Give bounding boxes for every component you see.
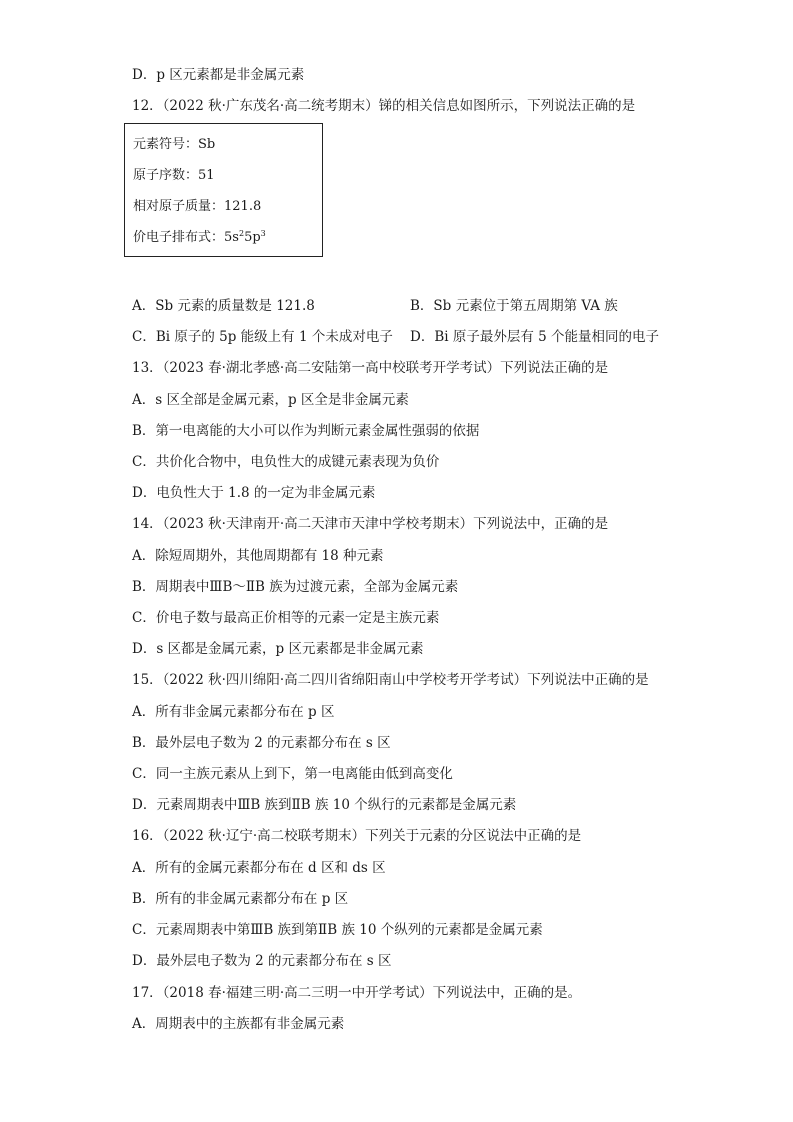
q14-option-b: B．周期表中ⅢB～ⅡB 族为过渡元素，全部为金属元素 — [132, 579, 459, 595]
q17-option-a: A．周期表中的主族都有非金属元素 — [132, 1016, 345, 1032]
atomic-mass-value: 121.8 — [224, 199, 262, 214]
symbol-label: 元素符号： — [133, 137, 199, 152]
q12-option-c: C．Bi 原子的 5p 能级上有 1 个未成对电子 — [132, 329, 393, 345]
atomic-mass-row — [133, 198, 261, 216]
question-14-stem: 14．（2023 秋·天津南开·高二天津市天津中学校考期末）下列说法中，正确的是 — [132, 516, 609, 532]
q15-option-a: A．所有非金属元素都分布在 p 区 — [132, 704, 335, 720]
valence-5p: 5p — [244, 230, 261, 245]
symbol-value: Sb — [198, 137, 216, 152]
q12-options-row-1 — [132, 297, 692, 315]
atomic-number-label: 原子序数： — [133, 168, 199, 183]
q15-option-d: D．元素周期表中ⅢB 族到ⅡB 族 10 个纵行的元素都是金属元素 — [132, 797, 517, 813]
question-15-stem: 15．（2022 秋·四川绵阳·高二四川省绵阳南山中学校考开学考试）下列说法中正确的是 — [132, 672, 649, 688]
valence-5s: 5s — [224, 230, 239, 245]
q14-option-c: C．价电子数与最高正价相等的元素一定是主族元素 — [132, 610, 440, 626]
valence-5s-exp: 2 — [238, 229, 245, 238]
question-13-stem: 13．（2023 春·湖北孝感·高二安陆第一高中校联考开学考试）下列说法正确的是 — [132, 360, 609, 376]
q16-option-a: A．所有的金属元素都分布在 d 区和 ds 区 — [132, 860, 386, 876]
q12-options-row-2 — [132, 328, 692, 346]
q13-option-b: B．第一电离能的大小可以作为判断元素金属性强弱的依据 — [132, 423, 480, 439]
q16-option-c: C．元素周期表中第ⅢB 族到第ⅡB 族 10 个纵列的元素都是金属元素 — [132, 922, 543, 938]
q14-option-d: D．s 区都是金属元素，p 区元素都是非金属元素 — [132, 641, 424, 657]
q16-option-d: D．最外层电子数为 2 的元素都分布在 s 区 — [132, 953, 392, 969]
q14-option-a: A．除短周期外，其他周期都有 18 种元素 — [132, 548, 384, 564]
q13-option-a: A．s 区全部是金属元素，p 区全是非金属元素 — [132, 392, 409, 408]
prev-question-option-d: D．p 区元素都是非金属元素 — [132, 67, 305, 83]
atomic-number-value: 51 — [198, 168, 215, 183]
atomic-mass-label: 相对原子质量： — [133, 199, 225, 214]
q15-option-c: C．同一主族元素从上到下，第一电离能由低到高变化 — [132, 766, 453, 782]
q15-option-b: B．最外层电子数为 2 的元素都分布在 s 区 — [132, 735, 391, 751]
symbol-row — [133, 136, 215, 154]
question-12-stem: 12．（2022 秋·广东茂名·高二统考期末）锑的相关信息如图所示，下列说法正确的是 — [132, 98, 636, 114]
q13-option-c: C．共价化合物中，电负性大的成键元素表现为负价 — [132, 454, 440, 470]
question-16-stem: 16．（2022 秋·辽宁·高二校联考期末）下列关于元素的分区说法中正确的是 — [132, 828, 582, 844]
question-17-stem: 17．（2018 春·福建三明·高二三明一中开学考试）下列说法中，正确的是。 — [132, 985, 582, 1001]
q12-option-b: B．Sb 元素位于第五周期第 VA 族 — [410, 298, 618, 314]
valence-config-row — [133, 229, 266, 247]
q12-option-d: D．Bi 原子最外层有 5 个能量相同的电子 — [410, 329, 660, 345]
q12-option-a: A．Sb 元素的质量数是 121.8 — [132, 298, 315, 314]
q13-option-d: D．电负性大于 1.8 的一定为非金属元素 — [132, 485, 376, 501]
valence-config-label: 价电子排布式： — [133, 230, 225, 245]
atomic-number-row — [133, 167, 215, 185]
element-info-box — [124, 123, 323, 257]
valence-5p-exp: 3 — [260, 229, 266, 238]
q16-option-b: B．所有的非金属元素都分布在 p 区 — [132, 891, 349, 907]
